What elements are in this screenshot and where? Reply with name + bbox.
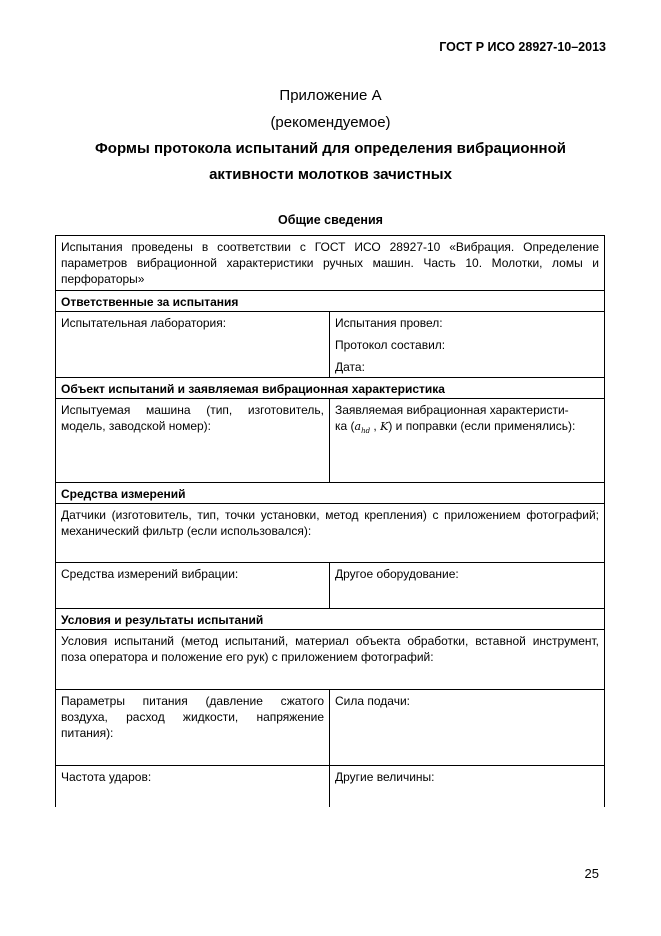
intro-text: Испытания проведены в соответствии с ГОСТ ИСО 28927-10 «Вибрация. Определение параметров вибрационной характеристики ручных машин. Часть 10. Молотки, ломы и перфораторы» (61, 240, 599, 286)
symbol-k: K (380, 420, 389, 433)
means-header: Средства измерений (55, 482, 605, 503)
conditions-header: Условия и результаты испытаний (55, 608, 605, 629)
personnel-cell (329, 311, 605, 377)
other-equipment-label: Другое оборудование: (335, 567, 459, 581)
symbol-ahd (354, 420, 371, 436)
vibration-means-label: Средства измерений вибрации: (61, 567, 239, 581)
impact-frequency-cell (55, 765, 330, 807)
feed-force-cell (329, 689, 605, 765)
other-values-cell (329, 765, 605, 807)
annex-title: Приложение А (279, 87, 382, 104)
declared-label-post: ) и поправки (если применялись): (388, 419, 576, 433)
vibration-means-cell (55, 562, 330, 608)
other-values-label: Другие величины: (335, 770, 435, 784)
object-header: Объект испытаний и заявляемая вибрационная характеристика (55, 377, 605, 398)
date-label: Дата: (335, 360, 365, 374)
protocol-label: Протокол составил: (335, 338, 446, 352)
impact-frequency-label: Частота ударов: (61, 770, 152, 784)
power-label: Параметры питания (давление сжатого воздуха, расход жидкости, напряжение питания): (61, 694, 324, 740)
standard-code: ГОСТ Р ИСО 28927-10–2013 (439, 40, 606, 54)
conducted-label: Испытания провел: (335, 316, 443, 330)
sensors-label: Датчики (изготовитель, тип, точки установки, метод крепления) с приложением фотографий; механический фильтр (если использовался): (61, 508, 599, 538)
lab-label: Испытательная лаборатория: (61, 316, 227, 330)
declared-cell (329, 398, 605, 482)
symbol-hd: hd (361, 427, 371, 436)
test-report-form (55, 235, 605, 807)
other-equipment-cell (329, 562, 605, 608)
feed-force-label: Сила подачи: (335, 694, 410, 708)
sensors-cell (55, 503, 605, 562)
intro-cell (55, 235, 605, 290)
conditions-label: Условия испытаний (метод испытаний, материал объекта обработки, вставной инструмент, поза оператора и положение его рук) с приложением фотографий: (61, 634, 599, 664)
machine-cell (55, 398, 330, 482)
page-number: 25 (584, 866, 599, 881)
lab-cell (55, 311, 330, 377)
section-title: Общие сведения (278, 213, 383, 227)
power-cell (55, 689, 330, 765)
annex-heading-line2: активности молотков зачистных (209, 166, 452, 183)
conditions-cell (55, 629, 605, 689)
declared-label-line1: Заявляемая вибрационная характеристи- (335, 403, 569, 417)
machine-label: Испытуемая машина (тип, изготовитель, модель, заводской номер): (61, 403, 324, 433)
declared-label-pre: ка ( (335, 419, 355, 433)
annex-status: (рекомендуемое) (270, 114, 391, 131)
annex-heading-line1: Формы протокола испытаний для определения вибрационной (94, 140, 566, 157)
responsible-header: Ответственные за испытания (55, 290, 605, 311)
declared-label-line2: ка ($a_{hd}$ , K) и поправки (если применялись): (335, 419, 576, 436)
symbol-a: a (354, 420, 362, 433)
